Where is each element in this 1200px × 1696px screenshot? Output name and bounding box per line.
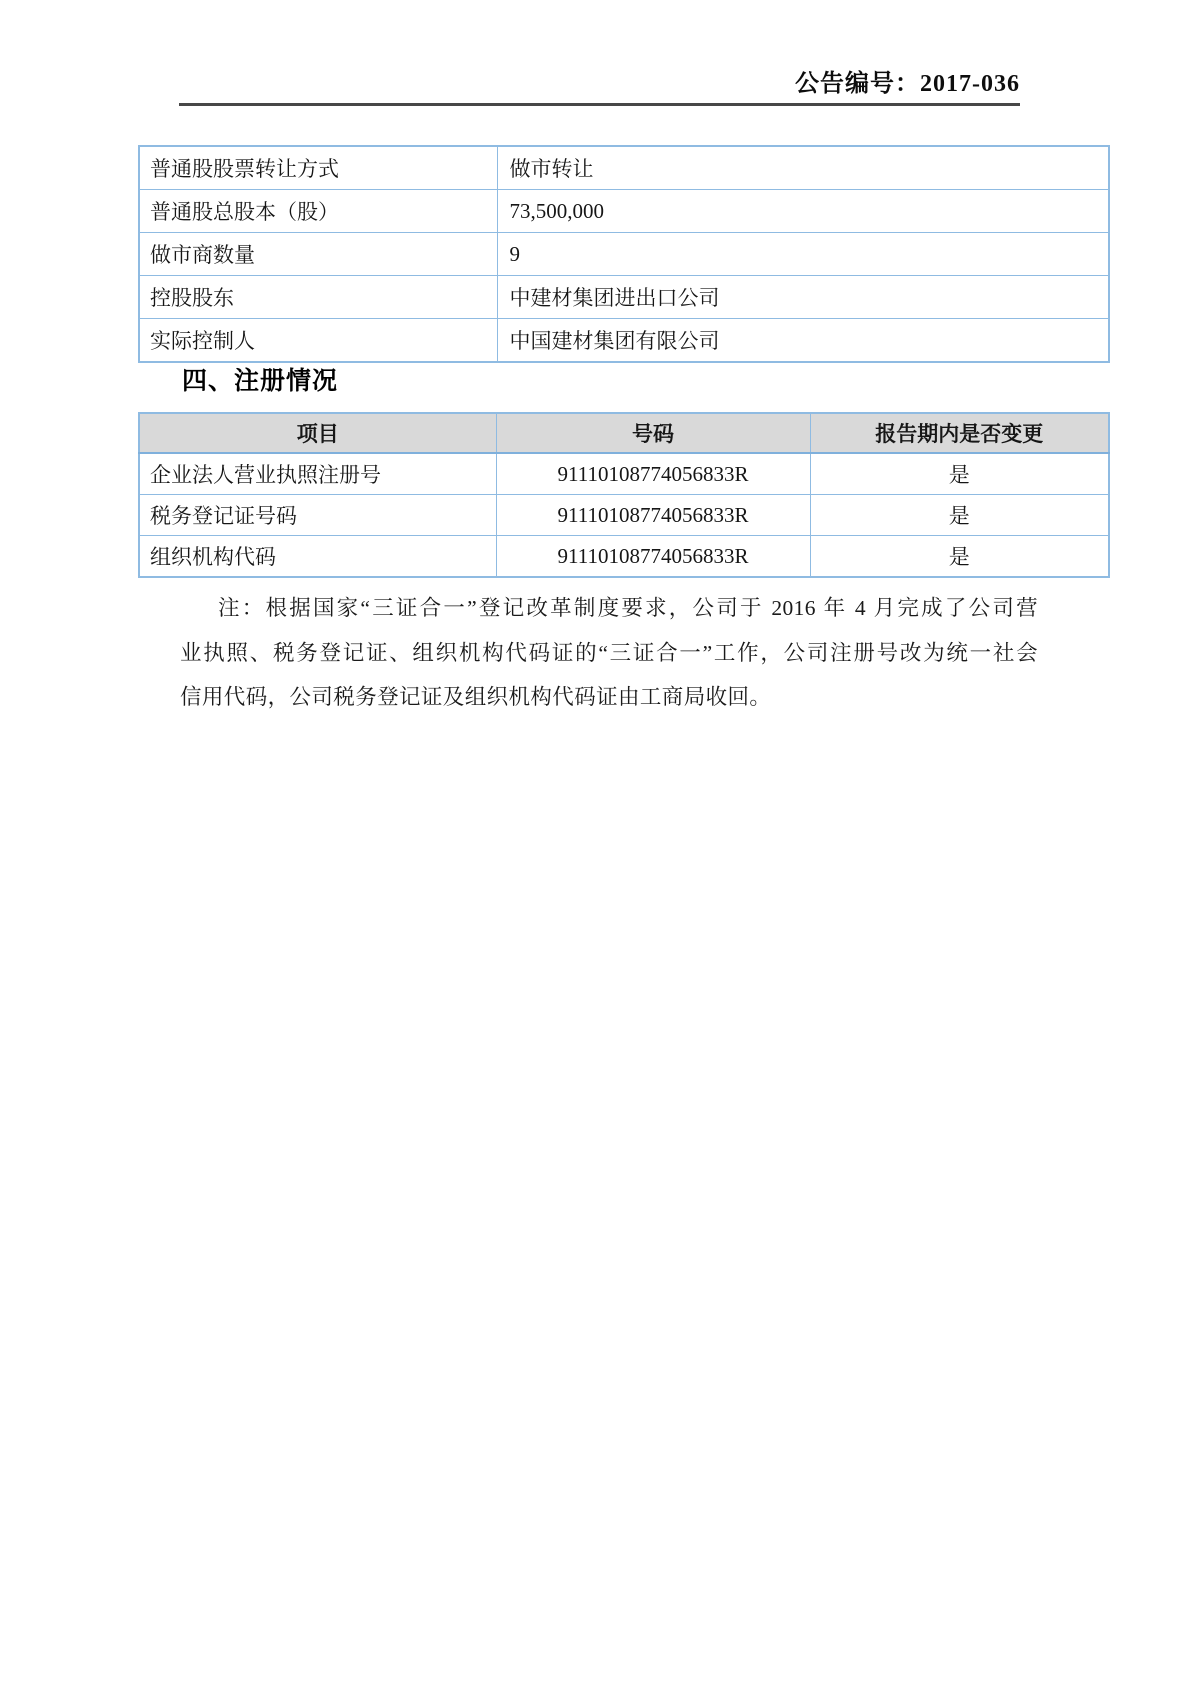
- row-label: 普通股总股本（股）: [139, 190, 497, 233]
- table-header-row: [139, 413, 1109, 453]
- row-value: 9: [497, 233, 1109, 276]
- header-divider-line: [179, 103, 1020, 106]
- cell-changed: 是: [810, 536, 1109, 578]
- row-value: 73,500,000: [497, 190, 1109, 233]
- row-label: 普通股股票转让方式: [139, 146, 497, 190]
- table-row: [139, 536, 1109, 578]
- column-header-changed: 报告期内是否变更: [810, 413, 1109, 453]
- cell-number: 91110108774056833R: [496, 495, 810, 536]
- registration-info-table: [138, 412, 1110, 578]
- table-row: [139, 190, 1109, 233]
- cell-item: 企业法人营业执照注册号: [139, 453, 496, 495]
- table-row: [139, 146, 1109, 190]
- column-header-number: 号码: [496, 413, 810, 453]
- table-row: [139, 276, 1109, 319]
- cell-item: 组织机构代码: [139, 536, 496, 578]
- row-label: 控股股东: [139, 276, 497, 319]
- row-label: 做市商数量: [139, 233, 497, 276]
- note-line: 信用代码，公司税务登记证及组织机构代码证由工商局收回。: [180, 685, 772, 709]
- table-row: [139, 495, 1109, 536]
- table-row: [139, 453, 1109, 495]
- table-row: [139, 319, 1109, 363]
- row-value: 中建材集团进出口公司: [497, 276, 1109, 319]
- note-line: 注：根据国家“三证合一”登记改革制度要求，公司于 2016 年 4 月完成了公司营: [218, 596, 1038, 620]
- note-paragraph: [180, 586, 1038, 720]
- cell-changed: 是: [810, 453, 1109, 495]
- row-label: 实际控制人: [139, 319, 497, 363]
- cell-number: 91110108774056833R: [496, 453, 810, 495]
- row-value: 做市转让: [497, 146, 1109, 190]
- table-row: [139, 233, 1109, 276]
- row-value: 中国建材集团有限公司: [497, 319, 1109, 363]
- cell-number: 91110108774056833R: [496, 536, 810, 578]
- announcement-number: 公告编号：2017-036: [795, 71, 1020, 97]
- cell-changed: 是: [810, 495, 1109, 536]
- cell-item: 税务登记证号码: [139, 495, 496, 536]
- column-header-item: 项目: [139, 413, 496, 453]
- company-info-table: [138, 145, 1110, 363]
- note-line: 业执照、税务登记证、组织机构代码证的“三证合一”工作，公司注册号改为统一社会: [180, 640, 1038, 665]
- section-title-registration: 四、注册情况: [182, 367, 339, 395]
